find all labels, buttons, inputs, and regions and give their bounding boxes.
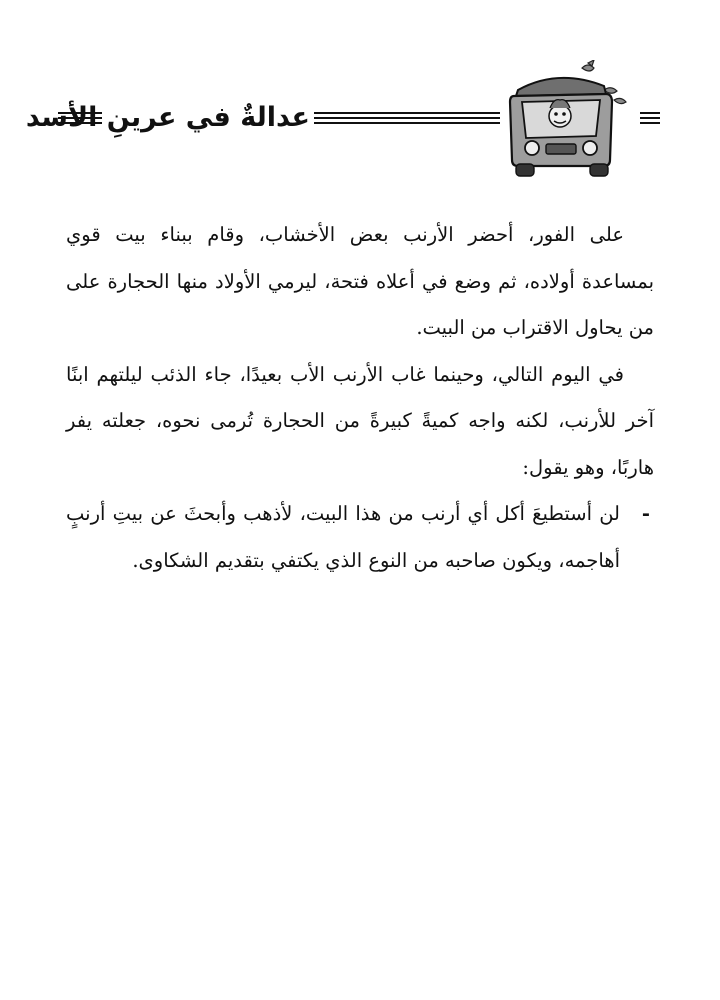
paragraph: في اليوم التالي، وحينما غاب الأرنب الأب بعيدًا، جاء الذئب ليلتهم ابنًا آخر للأرنب، لكنه واجه كميةً كبيرةً من الحجارة تُرمى نحوه، جعلته يفر هاربًا، وهو يقول: (66, 362, 654, 479)
paragraph: على الفور، أحضر الأرنب بعض الأخشاب، وقام ببناء بيت قوي بمساعدة أولاده، ثم وضع في أعلاه فتحة، ليرمي الأولاد منها الحجارة على من يحاول الاقتراب من البيت. (66, 223, 654, 339)
cartoon-car-with-birds-icon (504, 60, 634, 178)
dash-bullet: - (641, 502, 650, 525)
header-rule-right (640, 112, 660, 126)
header-rule-middle (314, 112, 500, 126)
story-text (66, 212, 654, 584)
quote-text: لن أستطيعَ أكل أي أرنب من هذا البيت، لأذهب وأبحثَ عن بيتِ أرنبٍ أهاجمه، ويكون صاحبه من النوع الذي يكتفي بتقديم الشكاوى. (66, 502, 620, 572)
quoted-speech (66, 491, 654, 584)
chapter-title: عدالةٌ في عرينِ الأسد (25, 102, 310, 133)
chapter-header (25, 60, 664, 180)
